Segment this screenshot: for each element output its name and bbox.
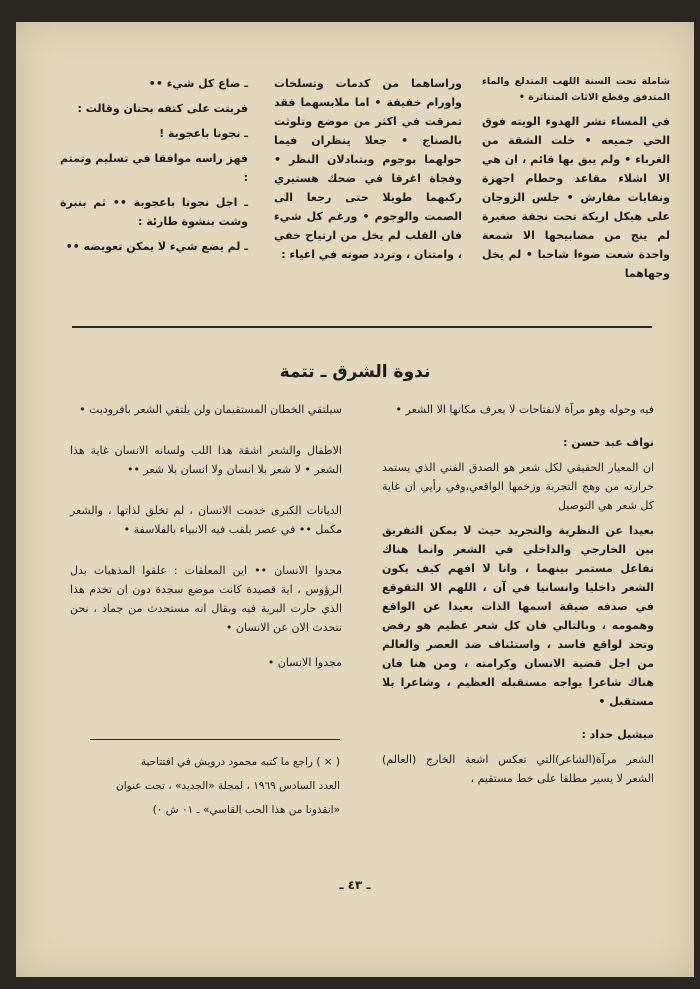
story-column-right: [482, 74, 670, 283]
section-divider: [72, 326, 652, 328]
symposium-paragraph: الاطفال والشعر اشقة هذا اللب ولسانه الانسان غاية هذا الشعر • لا شعر بلا انسان ولا انسان بلا شعر ••: [70, 444, 342, 476]
story-paragraph: في المساء نشر الهدوء الويته فوق الحي جميعه • خلت الشقة من الغرباء • ولم يبق بها قائم ، ان هي الا اشلاء مقاعد وحطام اجهزة ونفايات مفارش • جلس الزوجان على هيكل اريكة تحت نجفة صغيرة لم ينج من مصابيحها الا شمعة واحدة شعت ضوءا شاحبا • لم يخل وجهاهما: [482, 115, 670, 280]
dialogue-line: ـ ضاع كل شيء ••: [148, 77, 248, 90]
page-number: ـ ٤٣ ـ: [339, 878, 371, 892]
story-paragraph: شاملة تحت السنة اللهب المتدلع والماء المتدفق وقطع الاثاث المتناثرة •: [482, 76, 670, 103]
story-column-left: [60, 74, 248, 256]
dialogue-line: ـ اجل نجونا باعجوبة •• ثم بنبرة وشت بنشوة طارئة :: [60, 196, 248, 228]
dialogue-line: فربتت على كتفه بحنان وقالت :: [77, 102, 248, 115]
story-paragraph: وراساهما من كدمات وتسلخات واورام خفيفة • اما ملابسهما فقد تمزقت في اكثر من موضع وتلوثت بالصناج • جعلا ينظران فيما حولهما بوجوم ويتبادلان النظر • وفجاة اغرقا في ضحك هستيري ركبهما طويلا حتى رجعا الى الصمت والوجوم • ورغم كل شيء فان القلب لم يخل من ارتياح خفي ، وامتنان ، وتردد صوته في اعياء :: [274, 77, 462, 261]
speaker-name: ميشيل حداد :: [581, 728, 654, 741]
symposium-column-right: [382, 400, 654, 788]
dialogue-line: ـ نجونا باعجوبة !: [159, 127, 248, 140]
bold-paragraph: بعيدا عن النظرية والتجريد حيث لا يمكن التفريق بين الخارجي والداخلي في الشعر وانما هناك تفاعل مستمر بينهما ، وانا لا افهم كيف يكون الشعر داخليا وانسانيا في آن ، اللهم الا التقوقع في صدفه ضيقة اسمها الذات بعيدا عن الواقع وهمومه ، وبالتالي فان كل شعر عظيم هو رفض وتحد لواقع فاسد ، واستئناف ضد العصر والعالم من اجل قضية الانسان وكرامته ، ومن هنا فان هناك شاعرا يواجه مستقبله العظيم ، وشاعرا بلا مستقبل •: [382, 524, 654, 708]
dialogue-line: ـ لم يضع شيء لا يمكن تعويضه ••: [65, 240, 248, 253]
magazine-page: [16, 22, 694, 977]
footnote-line: ( × ) راجع ما كتبه محمود درويش في افتتاحية: [140, 756, 340, 768]
speaker-paragraph: الشعر مرآة(الشاعر)التي تعكس اشعة الخارج (العالم) الشعر لا يسير مطلقا على خط مستقيم ،: [382, 753, 654, 785]
symposium-paragraph: سيلتقي الخطان المستقيمان ولن يلتقي الشعر بافروديت •: [79, 403, 342, 416]
intro-paragraph: فيه وحوله وهو مرآة لانفتاحات لا يعرف مكانها الا الشعر •: [395, 403, 654, 416]
dialogue-line: فهز راسه موافقا في تسليم وتمتم :: [60, 152, 248, 184]
footnote: [90, 750, 340, 822]
section-title: ندوة الشرق ـ تتمة: [279, 362, 431, 382]
footnote-line: العدد السادس ١٩٦٩ ، لمجلة «الجديد» ، تحت عنوان: [116, 780, 340, 792]
symposium-column-left: [70, 400, 342, 672]
symposium-paragraph: الديانات الكبرى خدمت الانسان ، لم تخلق لذاتها ، والشعر مكمل •• في عصر يلقب فيه الانبياء بالفلاسفة •: [70, 504, 342, 536]
footnote-line: «انقذونا من هذا الحب القاسي» ـ ٠١ ش ٠): [152, 804, 340, 816]
footnote-divider: [90, 739, 340, 740]
symposium-paragraph: مجدوا الانسان •: [267, 656, 342, 669]
speaker-paragraph: ان المعيار الحقيقي لكل شعر هو الصدق الفني الذي يستمد حرارته من وهج التجربة وزخمها الواقعي،وفي رأيي ان غاية كل شعر هي التوصيل: [382, 461, 654, 512]
symposium-paragraph: مجدوا الانسان •• اين المعلقات : علقوا المذهبات بدل الرؤوس ، اية قصيدة كانت موضع سجدة دون ان تخدم هذا الذي حارت البرية فيه وبقال انه مستحدث من جماد ، نحن نتحدث الان عن الانسان •: [70, 564, 342, 634]
story-column-middle: [274, 74, 462, 264]
speaker-name: نواف عبد حسن :: [563, 436, 654, 449]
